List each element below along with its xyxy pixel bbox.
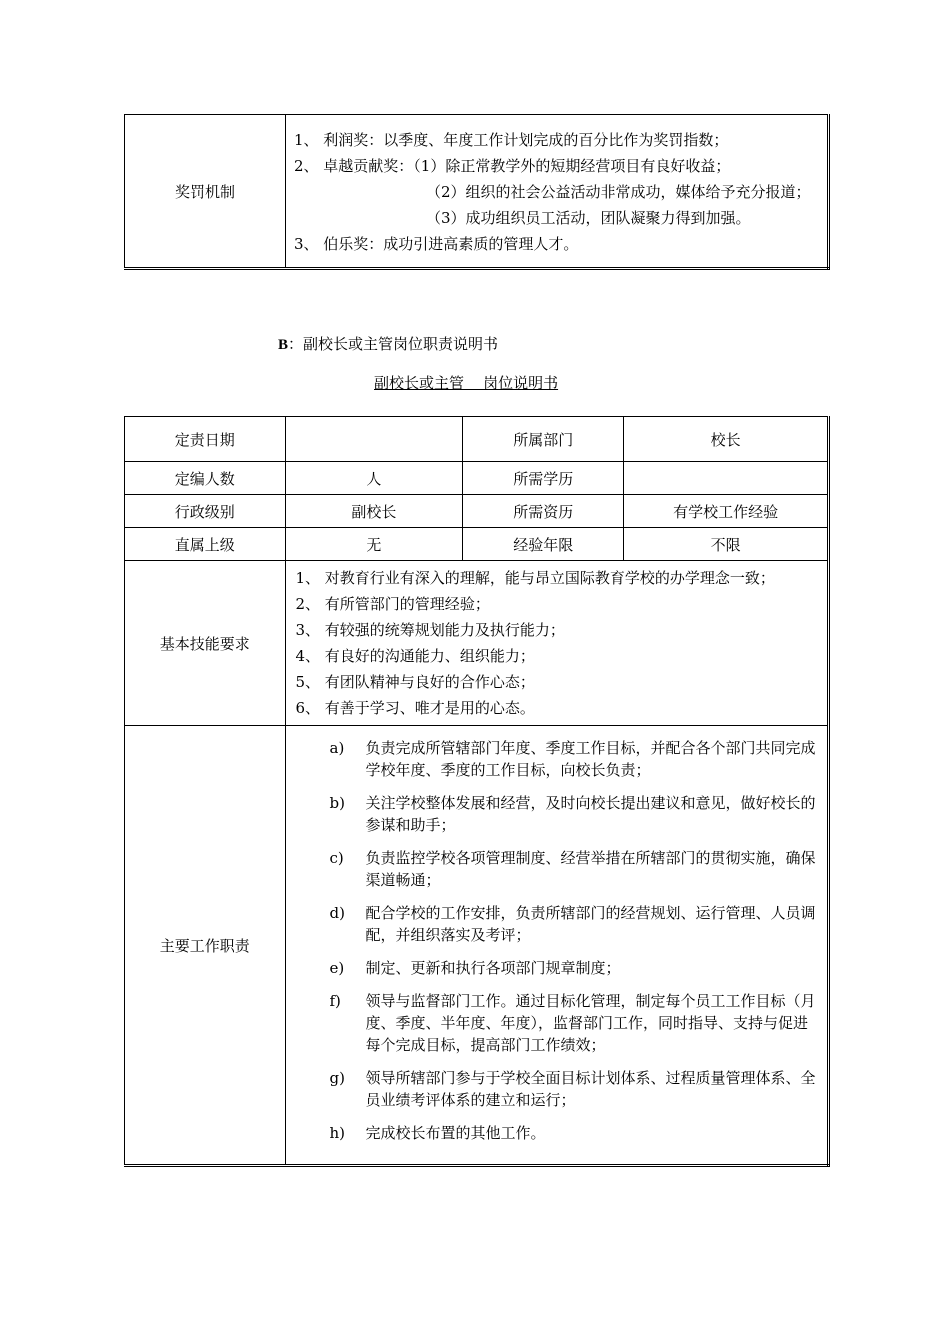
- table-row: [125, 495, 829, 528]
- duty-text: 配合学校的工作安排，负责所辖部门的经营规划、运行管理、人员调配，并组织落实及考评；: [365, 904, 816, 944]
- duty-item: [286, 737, 820, 781]
- duty-item: [286, 990, 820, 1056]
- duties-content: [285, 726, 829, 1166]
- reward-table: [124, 114, 830, 270]
- skills-label: 基本技能要求: [125, 561, 286, 726]
- duty-key: c): [329, 849, 344, 867]
- rank-value: 副校长: [285, 495, 463, 528]
- duty-text: 完成校长布置的其他工作。: [365, 1124, 546, 1142]
- reward-line: （3）成功组织员工活动，团队凝聚力得到加强。: [426, 209, 751, 227]
- skill-item: 6、 有善于学习、唯才是用的心态。: [295, 699, 535, 717]
- duties-label: 主要工作职责: [125, 726, 286, 1166]
- skill-item: 2、 有所管部门的管理经验；: [295, 595, 490, 613]
- edu-value: [624, 462, 829, 495]
- duty-text: 领导与监督部门工作。通过目标化管理，制定每个员工工作目标（月度、季度、半年度、年度），监督部门工作，同时指导、支持与促进每个完成目标，提高部门工作绩效；: [365, 992, 816, 1054]
- duty-item: [286, 1067, 820, 1111]
- dept-label: 所属部门: [463, 417, 624, 462]
- edu-label: 所需学历: [463, 462, 624, 495]
- skill-item: 4、 有良好的沟通能力、组织能力；: [295, 647, 535, 665]
- skill-item: 3、 有较强的统筹规划能力及执行能力；: [295, 621, 565, 639]
- table-row: [125, 726, 829, 1166]
- duty-text: 负责完成所管辖部门年度、季度工作目标，并配合各个部门共同完成学校年度、季度的工作目标，向校长负责；: [365, 739, 816, 779]
- table-row: [125, 561, 829, 726]
- table-row: [125, 528, 829, 561]
- duty-key: d): [329, 904, 345, 922]
- reward-label: 奖罚机制: [125, 115, 286, 269]
- duty-item: [286, 957, 820, 979]
- reward-line: 3、 伯乐奖：成功引进高素质的管理人才。: [294, 235, 579, 253]
- duty-text: 关注学校整体发展和经营，及时向校长提出建议和意见，做好校长的参谋和助手；: [365, 794, 816, 834]
- duty-text: 领导所辖部门参与于学校全面目标计划体系、过程质量管理体系、全员业绩考评体系的建立和运行；: [365, 1069, 816, 1109]
- table-row: [125, 417, 829, 462]
- section-prefix: B: [278, 337, 289, 353]
- duty-key: a): [329, 739, 345, 757]
- duty-item: [286, 1122, 820, 1144]
- dept-value: 校长: [624, 417, 829, 462]
- years-label: 经验年限: [463, 528, 624, 561]
- table-row: [125, 462, 829, 495]
- duty-key: e): [329, 959, 345, 977]
- reward-line: （2）组织的社会公益活动非常成功，媒体给予充分报道；: [426, 183, 811, 201]
- duty-item: [286, 847, 820, 891]
- duty-text: 负责监控学校各项管理制度、经营举措在所辖部门的贯彻实施，确保渠道畅通；: [365, 849, 816, 889]
- reward-line: 1、 利润奖：以季度、年度工作计划完成的百分比作为奖罚指数；: [294, 131, 729, 149]
- rank-label: 行政级别: [125, 495, 286, 528]
- reward-line: 2、 卓越贡献奖：（1）除正常教学外的短期经营项目有良好收益；: [294, 157, 731, 175]
- duty-text: 制定、更新和执行各项部门规章制度；: [365, 959, 621, 977]
- reward-content: [286, 115, 829, 269]
- section-heading: [278, 333, 498, 354]
- skills-content: [285, 561, 829, 726]
- date-label: 定责日期: [125, 417, 286, 462]
- date-value: [285, 417, 463, 462]
- exp-label: 所需资历: [463, 495, 624, 528]
- section-title: ：副校长或主管岗位职责说明书: [288, 335, 499, 353]
- duty-key: g): [329, 1069, 345, 1087]
- document-title: 副校长或主管 岗位说明书: [374, 374, 559, 392]
- duty-item: [286, 792, 820, 836]
- job-description-table: [124, 416, 830, 1167]
- duty-key: h): [329, 1124, 346, 1142]
- exp-value: 有学校工作经验: [624, 495, 829, 528]
- headcount-value: 人: [285, 462, 463, 495]
- years-value: 不限: [624, 528, 829, 561]
- skill-item: 1、 对教育行业有深入的理解，能与昂立国际教育学校的办学理念一致；: [295, 569, 775, 587]
- superior-label: 直属上级: [125, 528, 286, 561]
- duty-key: b): [329, 794, 345, 812]
- duty-key: f): [329, 992, 341, 1010]
- skill-item: 5、 有团队精神与良好的合作心态；: [295, 673, 535, 691]
- duty-item: [286, 902, 820, 946]
- headcount-label: 定编人数: [125, 462, 286, 495]
- superior-value: 无: [285, 528, 463, 561]
